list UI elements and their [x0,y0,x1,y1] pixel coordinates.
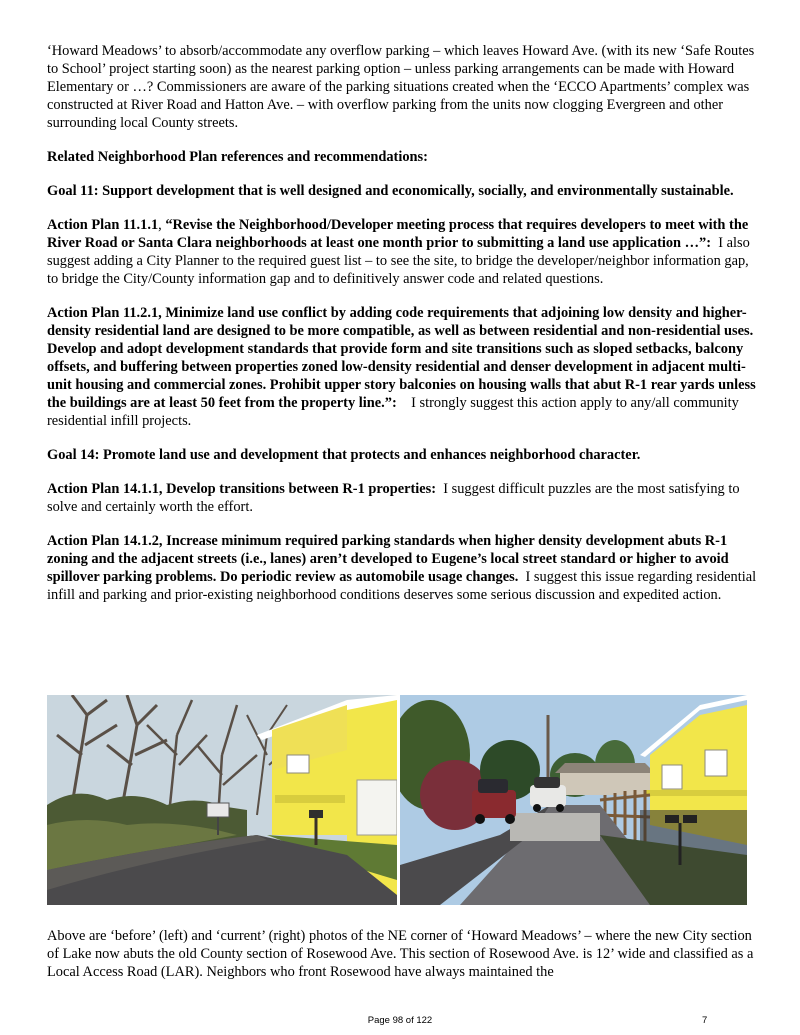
photo-caption: Above are ‘before’ (left) and ‘current’ (right) photos of the NE corner of ‘Howard Meadows’ – where the new City section of Lake now abuts the old County section of Rosewood Ave. This section of Rosewood Ave. is 12’ wide and classified as a Local Access Road (LAR). Neighbors who front Rosewood have always maintained the [47,928,754,980]
section-heading: Related Neighborhood Plan references and recommendations: [47,149,428,165]
action-plan-11-2-1 [47,304,759,430]
action-14-1-1-comment: I suggest difficult puzzles are the most satisfying to solve and certainly worth the effort. [47,481,740,515]
action-11-1-1-label: Action Plan 11.1.1 [47,217,159,233]
action-14-1-2-comment: I suggest this issue regarding residential infill and parking and prior-existing neighborhood conditions deserves some serious discussion and expedited action. [47,569,757,603]
action-11-1-1-quote: “Revise the Neighborhood/Developer meeting process that requires developers to meet with the River Road or Santa Clara neighborhoods at least one month prior to submitting a land use application …”: [47,217,749,251]
intro-paragraph: ‘Howard Meadows’ to absorb/accommodate any overflow parking – which leaves Howard Ave. (with its new ‘Safe Routes to School’ project starting soon) as the nearest parking option – unless parking arrangements can be made with Howard Elementary or …? Commissioners are aware of the parking situations created when the ‘ECCO Apartments’ complex was constructed at River Road and Hatton Ave. – with overflow parking from the units now clogging Evergreen and other surrounding local County streets. [47,43,755,131]
before-photo [47,695,397,905]
goal-11: Goal 11: Support development that is well designed and economically, socially, and environmentally sustainable. [47,183,734,199]
action-11-1-1-comment: I also suggest adding a City Planner to the required guest list – to see the site, to bridge the developer/neighbor information gap, to bridge the City/County information gap and to definitively answer code and related questions. [47,235,750,287]
action-plan-14-1-2 [47,532,759,604]
footer-page-number: 7 [702,1015,708,1026]
current-photo [400,695,747,905]
page-body [47,42,759,620]
photo-pair [47,695,747,905]
footer-page-label: Page 98 of 122 [367,1015,433,1026]
action-11-2-1-text: Action Plan 11.2.1, Minimize land use conflict by adding code requirements that adjoining low density and higher-density residential land are designed to be more compatible, as well as between residential and non-residential uses. Develop and adopt development standards that provide form and site transitions such as sloped setbacks, balcony offsets, and buffering between properties zoned low-density residential and denser development in adjacent multi-unit housing and commercial zones. Prohibit upper story balconies on housing walls that abut R-1 rear yards unless the buildings are at least 50 feet from the property line.”: [47,305,756,411]
action-plan-14-1-1 [47,480,759,516]
action-plan-11-1-1: Action Plan 11.1.1, “Revise the Neighborhood/Developer meeting process that requires developers to meet with the River Road or Santa Clara neighborhoods at least one month prior to submitting a land use application …”: I also suggest adding a City Planner to the required guest list – to see the site, to bridge the developer/neighbor information gap, to bridge the City/County information gap and to definitively answer code and related questions. [47,217,750,287]
action-14-1-1-text: Action Plan 14.1.1, Develop transitions between R-1 properties: [47,481,437,497]
action-11-2-1-comment: I strongly suggest this action apply to any/all community residential infill projects. [47,395,739,429]
action-14-1-2-text: Action Plan 14.1.2, Increase minimum required parking standards when higher density development abuts R-1 zoning and the adjacent streets (i.e., lanes) aren’t developed to Eugene’s local street standard or higher to avoid spillover parking problems. Do periodic review as automobile usage changes. [47,533,729,585]
goal-14: Goal 14: Promote land use and development that protects and enhances neighborhood character. [47,447,641,463]
